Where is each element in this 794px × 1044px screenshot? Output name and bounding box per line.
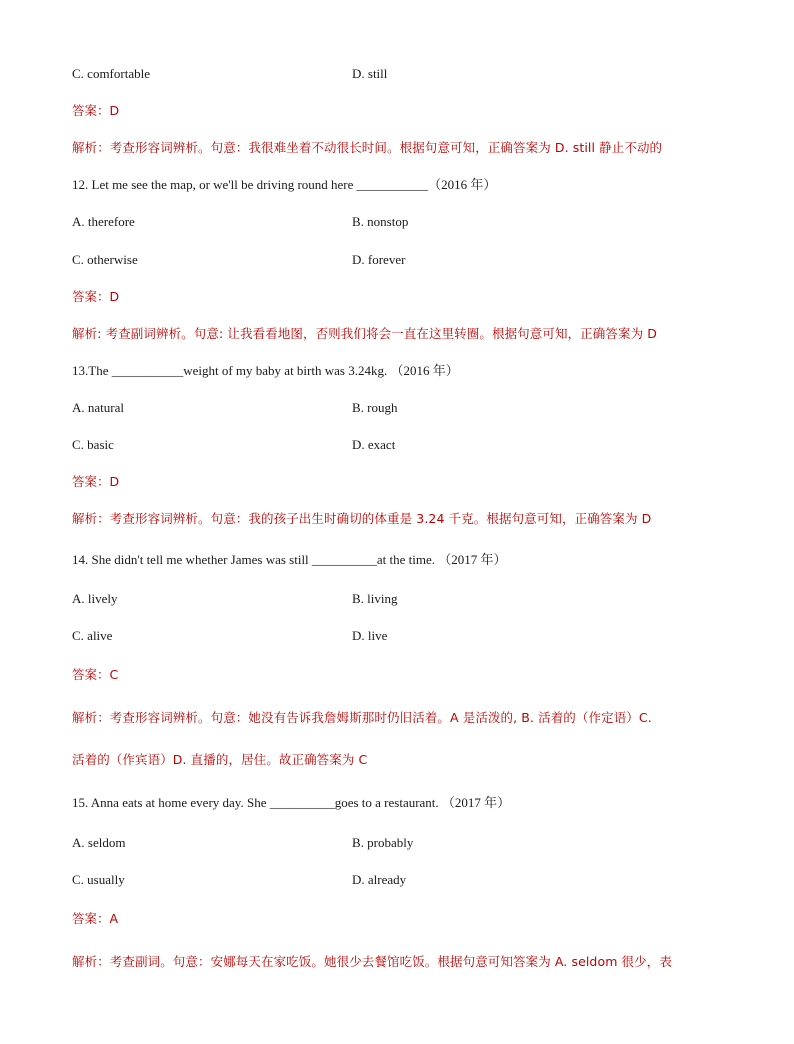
q11-explanation: 解析：考查形容词辨析。句意：我很难坐着不动很长时间。根据句意可知，正确答案为 D. still 静止不动的 (72, 140, 663, 155)
q14-explanation-line1: 解析：考查形容词辨析。句意：她没有告诉我詹姆斯那时仍旧活着。A 是活泼的, B. 活着的（作定语）C. (72, 710, 652, 725)
q13-option-b: B. rough (352, 400, 398, 415)
q14-answer: 答案：C (72, 667, 119, 682)
q14-option-a: A. lively (72, 591, 118, 606)
q15-option-d: D. already (352, 872, 407, 887)
q13-option-c: C. basic (72, 437, 114, 452)
q12-explanation: 解析: 考查副词辨析。句意: 让我看看地图，否则我们将会一直在这里转圈。根据句意可知，正确答案为 D (72, 326, 657, 341)
q15-option-b: B. probably (352, 835, 414, 850)
q14-option-d: D. live (352, 628, 388, 643)
q11-answer: 答案：D (72, 103, 120, 118)
q11-option-d: D. still (352, 66, 388, 81)
q14-explanation-line2: 活着的（作宾语）D. 直播的，居住。故正确答案为 C (72, 752, 368, 767)
q12-option-a: A. therefore (72, 214, 135, 229)
q14-option-c: C. alive (72, 628, 113, 643)
q15-question: 15. Anna eats at home every day. She __________goes to a restaurant. （2017 年） (72, 795, 511, 810)
q13-explanation: 解析：考查形容词辨析。句意：我的孩子出生时确切的体重是 3.24 千克。根据句意可知，正确答案为 D (72, 511, 652, 526)
q13-answer: 答案：D (72, 474, 120, 489)
q12-answer: 答案：D (72, 289, 120, 304)
q13-option-d: D. exact (352, 437, 396, 452)
q15-answer: 答案：A (72, 911, 119, 926)
q15-option-a: A. seldom (72, 835, 126, 850)
q13-option-a: A. natural (72, 400, 124, 415)
q12-question: 12. Let me see the map, or we'll be driving round here ___________（2016 年） (72, 177, 497, 192)
q15-explanation: 解析：考查副词。句意：安娜每天在家吃饭。她很少去餐馆吃饭。根据句意可知答案为 A. seldom 很少，表 (72, 954, 672, 969)
q14-question: 14. She didn't tell me whether James was still __________at the time. （2017 年） (72, 552, 507, 567)
q11-option-c: C. comfortable (72, 66, 150, 81)
q15-option-c: C. usually (72, 872, 125, 887)
q13-question: 13.The ___________weight of my baby at birth was 3.24kg. （2016 年） (72, 363, 459, 378)
q12-option-b: B. nonstop (352, 214, 409, 229)
q12-option-d: D. forever (352, 252, 406, 267)
q12-option-c: C. otherwise (72, 252, 138, 267)
q14-option-b: B. living (352, 591, 398, 606)
